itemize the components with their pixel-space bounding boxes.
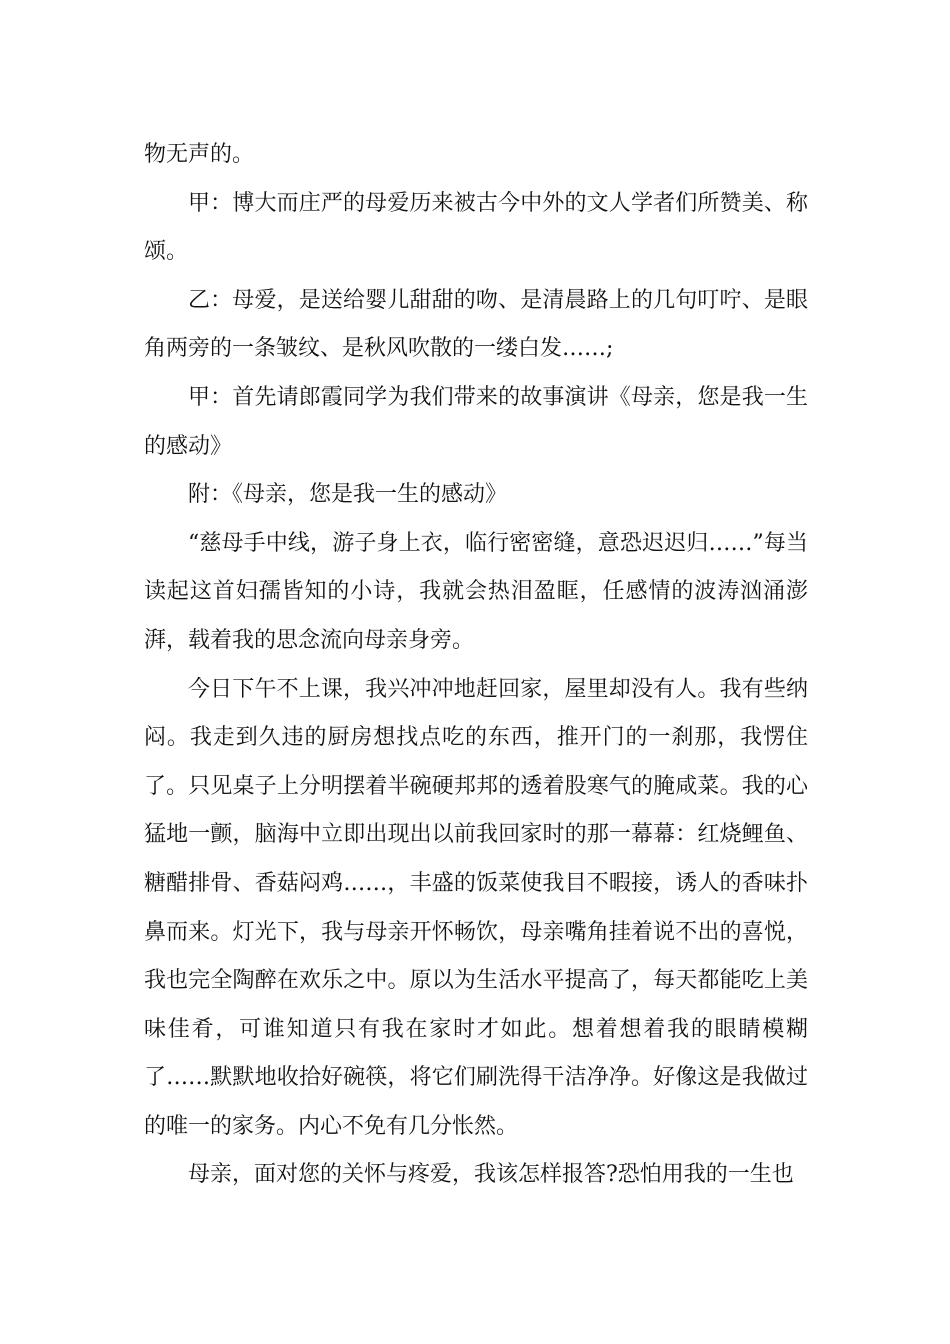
paragraph-speaker-jia-1: 甲：博大而庄严的母爱历来被古今中外的文人学者们所赞美、称颂。 (144, 190, 808, 265)
paragraph-appendix-title: 附：《母亲，您是我一生的感动》 (188, 482, 508, 508)
paragraph-poem-quote: “慈母手中线，游子身上衣，临行密密缝，意恐迟迟归……”每当读起这首妇孺皆知的小诗，我就会热泪盈眶，任感情的波涛汹涌澎湃，载着我的思念流向母亲身旁。 (144, 530, 808, 653)
paragraph-continuation: 物无声的。 (144, 142, 255, 167)
paragraph-speaker-jia-2: 甲：首先请郎霞同学为我们带来的故事演讲《母亲，您是我一生的感动》 (144, 384, 808, 459)
paragraph-closing: 母亲，面对您的关怀与疼爱，我该怎样报答?恐怕用我的一生也 (188, 1162, 794, 1188)
document-body (144, 131, 808, 1200)
paragraph-story: 今日下午不上课，我兴冲冲地赶回家，屋里却没有人。我有些纳闷。我走到久违的厨房想找点吃的东西，推开门的一刹那，我愣住了。只见桌子上分明摆着半碗硬邦邦的透着股寒气的腌咸菜。我的心猛地一颤，脑海中立即出现出以前我回家时的那一幕幕：红烧鲤鱼、糖醋排骨、香菇闷鸡……，丰盛的饭菜使我目不暇接，诱人的香味扑鼻而来。灯光下，我与母亲开怀畅饮，母亲嘴角挂着说不出的喜悦，我也完全陶醉在欢乐之中。原以为生活水平提高了，每天都能吃上美味佳肴，可谁知道只有我在家时才如此。想着想着我的眼睛模糊了……默默地收拾好碗筷，将它们刷洗得干洁净净。好像这是我做过的唯一的家务。内心不免有几分怅然。 (144, 676, 808, 1139)
paragraph-speaker-yi: 乙：母爱，是送给婴儿甜甜的吻、是清晨路上的几句叮咛、是眼角两旁的一条皱纹、是秋风吹散的一缕白发……; (144, 287, 808, 362)
